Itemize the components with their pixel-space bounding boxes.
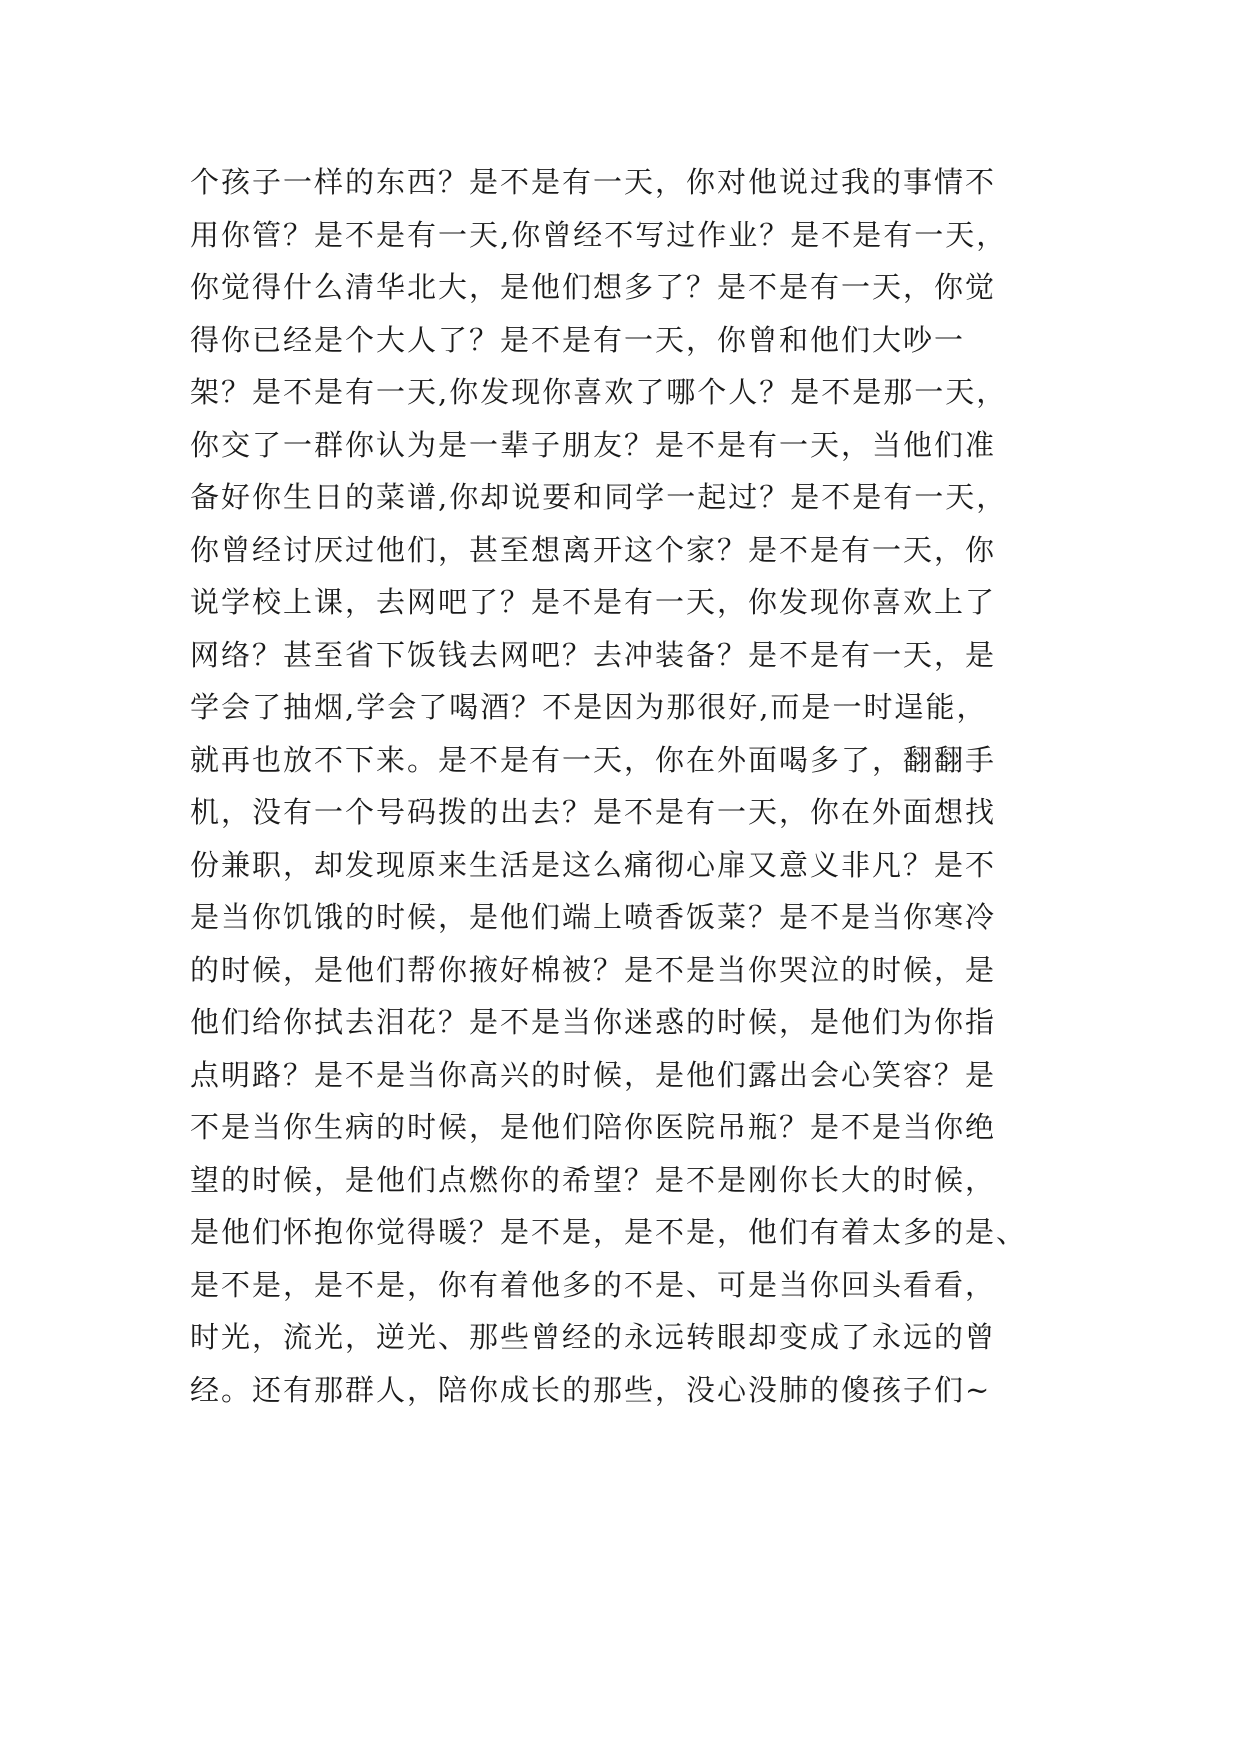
text-line: 是不是，是不是，你有着他多的不是、可是当你回头看看， [190,1267,997,1302]
text-line: 说学校上课，去网吧了？是不是有一天，你发现你喜欢上了 [190,585,997,619]
text-line: 你曾经讨厌过他们，甚至想离开这个家？是不是有一天，你 [190,532,997,567]
text-line: 你觉得什么清华北大，是他们想多了？是不是有一天，你觉 [190,270,997,304]
text-line: 不是当你生病的时候，是他们陪你医院吊瓶？是不是当你绝 [190,1110,997,1144]
text-line: 学会了抽烟,学会了喝酒？不是因为那很好,而是一时逞能， [190,690,988,724]
text-line: 用你管？是不是有一天,你曾经不写过作业？是不是有一天， [190,217,1008,252]
text-line: 的时候，是他们帮你掖好棉被？是不是当你哭泣的时候，是 [190,952,997,987]
text-line: 是他们怀抱你觉得暖？是不是，是不是，他们有着太多的是、 [190,1215,1028,1249]
text-line: 份兼职，却发现原来生活是这么痛彻心扉又意义非凡？是不 [190,847,997,882]
text-line: 备好你生日的菜谱,你却说要和同学一起过？是不是有一天， [190,480,1008,514]
text-line: 是当你饥饿的时候，是他们端上喷香饭菜？是不是当你寒冷 [190,900,997,934]
text-line: 得你已经是个大人了？是不是有一天，你曾和他们大吵一 [190,322,966,357]
text-line: 望的时候，是他们点燃你的希望？是不是刚你长大的时候， [190,1162,997,1197]
text-line: 机，没有一个号码拨的出去？是不是有一天，你在外面想找 [190,795,997,829]
body-text [190,156,1090,1416]
text-line: 架？是不是有一天,你发现你喜欢了哪个人？是不是那一天， [190,375,1008,409]
text-line: 就再也放不下来。是不是有一天，你在外面喝多了，翻翻手 [190,742,997,777]
text-line: 他们给你拭去泪花？是不是当你迷惑的时候，是他们为你指 [190,1005,997,1039]
text-line: 点明路？是不是当你高兴的时候，是他们露出会心笑容？是 [190,1057,997,1092]
text-line: 你交了一群你认为是一辈子朋友？是不是有一天，当他们准 [190,427,997,462]
text-line: 时光，流光，逆光、那些曾经的永远转眼却变成了永远的曾 [190,1320,997,1354]
text-line: 个孩子一样的东西？是不是有一天，你对他说过我的事情不 [190,165,997,199]
text-line: 经。还有那群人，陪你成长的那些，没心没肺的傻孩子们~ [190,1372,992,1407]
text-line: 网络？甚至省下饭钱去网吧？去冲装备？是不是有一天，是 [190,637,997,672]
